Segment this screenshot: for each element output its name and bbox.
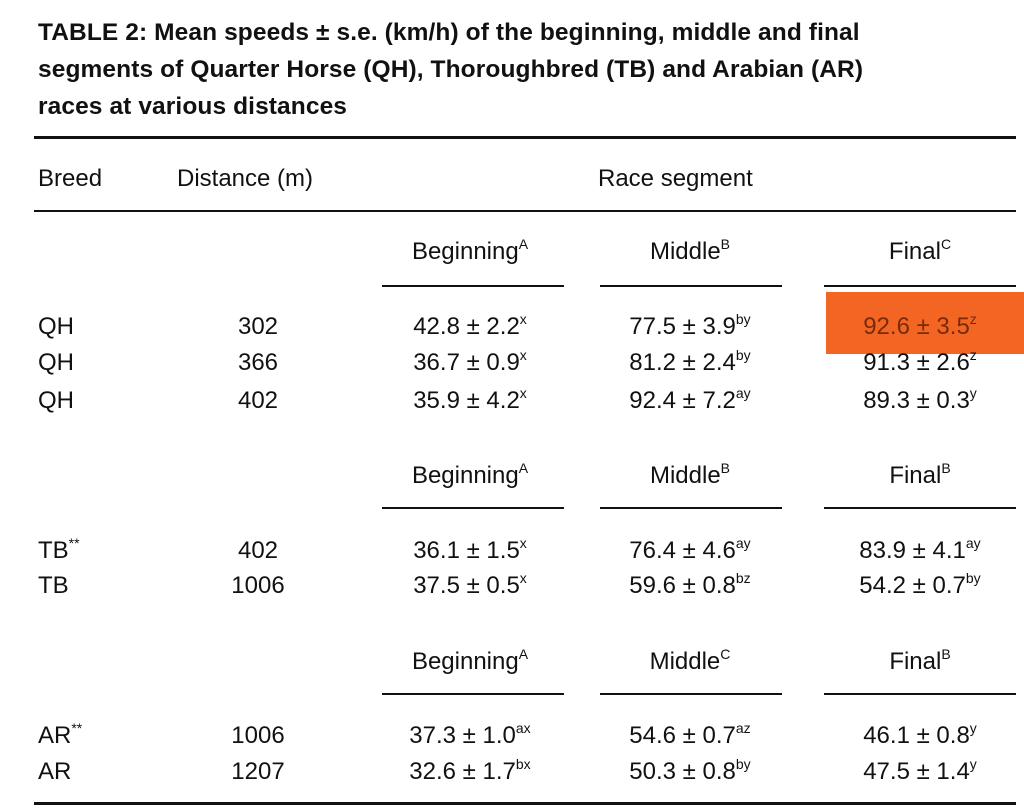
cell-breed: QH <box>38 313 74 340</box>
cell-final: $54.2 \pm 0.7^{by}$ <box>859 570 981 599</box>
cell-middle: $81.2 \pm 2.4^{by}$ <box>629 347 751 376</box>
header-breed: Breed <box>38 165 103 192</box>
caption-line-2: segments of Quarter Horse (QH), Thoroughbred (TB) and Arabian (AR) <box>38 56 864 83</box>
cell-middle: $59.6 \pm 0.8^{bz}$ <box>629 570 751 599</box>
subheader-rule <box>824 693 1016 695</box>
cell-beginning: $36.7 \pm 0.9^x$ <box>413 347 527 376</box>
subheader-rule <box>382 285 564 287</box>
subheader-rule <box>824 507 1016 509</box>
subheader-rule <box>600 507 782 509</box>
cell-beginning: $35.9 \pm 4.2^x$ <box>413 385 527 414</box>
caption-line-3: races at various distances <box>38 93 348 120</box>
cell-middle: $50.3 \pm 0.8^{by}$ <box>629 756 751 785</box>
cell-beginning: $37.3 \pm 1.0^{ax}$ <box>409 720 531 749</box>
cell-final: $47.5 \pm 1.4^y$ <box>863 756 977 785</box>
top-rule <box>34 136 1016 139</box>
subheader-beginning: Beginning$^A$ <box>411 460 529 489</box>
cell-middle: $54.6 \pm 0.7^{az}$ <box>629 720 751 749</box>
subheader-final: Final$^B$ <box>889 646 951 675</box>
cell-distance: 402 <box>237 537 279 564</box>
header-distance: Distance (m) <box>177 165 314 192</box>
subheader-final: Final$^B$ <box>889 460 951 489</box>
header-rule <box>34 210 1016 212</box>
cell-beginning: $37.5 \pm 0.5^x$ <box>413 570 527 599</box>
subheader-middle: Middle$^B$ <box>649 236 731 265</box>
cell-breed: QH <box>38 349 74 376</box>
subheader-beginning: Beginning$^A$ <box>411 236 529 265</box>
cell-distance: 402 <box>237 387 279 414</box>
cell-final: $89.3 \pm 0.3^y$ <box>863 385 977 414</box>
subheader-rule <box>382 693 564 695</box>
cell-final: $46.1 \pm 0.8^y$ <box>863 720 977 749</box>
cell-middle: $76.4 \pm 4.6^{ay}$ <box>629 535 751 564</box>
cell-final-highlighted: $92.6 \pm 3.5^z$ <box>863 311 977 340</box>
cell-beginning: $32.6 \pm 1.7^{bx}$ <box>409 756 531 785</box>
cell-breed: QH <box>38 387 74 414</box>
cell-final: $91.3 \pm 2.6^z$ <box>863 347 977 376</box>
cell-distance: 366 <box>237 349 279 376</box>
subheader-rule <box>600 285 782 287</box>
subheader-rule <box>382 507 564 509</box>
caption-line-1: TABLE 2: Mean speeds ± s.e. (km/h) of the beginning, middle and final <box>38 19 860 46</box>
cell-distance: 1006 <box>231 722 285 749</box>
subheader-final: Final$^C$ <box>888 236 952 265</box>
subheader-rule <box>600 693 782 695</box>
cell-middle: $92.4 \pm 7.2^{ay}$ <box>629 385 751 414</box>
cell-distance: 1006 <box>231 572 285 599</box>
cell-final: $83.9 \pm 4.1^{ay}$ <box>859 535 981 564</box>
cell-beginning: $36.1 \pm 1.5^x$ <box>413 535 527 564</box>
cell-beginning: $42.8 \pm 2.2^x$ <box>413 311 527 340</box>
cell-breed: AR <box>38 758 72 785</box>
header-race-segment: Race segment <box>598 165 753 192</box>
bottom-rule <box>34 802 1016 805</box>
cell-distance: 302 <box>237 313 279 340</box>
table-caption <box>38 14 1018 125</box>
subheader-middle: Middle$^C$ <box>649 646 731 675</box>
cell-middle: $77.5 \pm 3.9^{by}$ <box>629 311 751 340</box>
subheader-rule <box>824 285 1016 287</box>
cell-distance: 1207 <box>231 758 285 785</box>
subheader-beginning: Beginning$^A$ <box>411 646 529 675</box>
cell-breed: TB <box>38 572 69 599</box>
cell-breed: TB** <box>38 535 80 564</box>
subheader-middle: Middle$^B$ <box>649 460 731 489</box>
cell-breed: AR** <box>38 720 83 749</box>
